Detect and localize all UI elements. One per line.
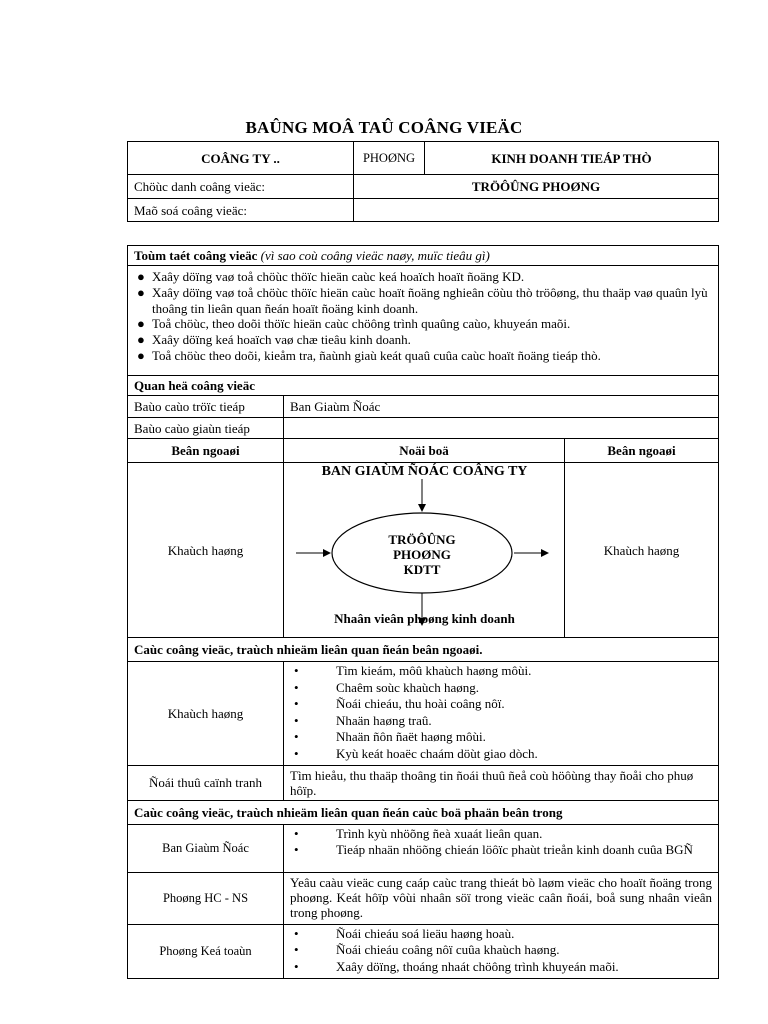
bullet-icon: ● (137, 316, 145, 332)
bullet-icon: • (294, 942, 299, 958)
bullet-icon: • (294, 958, 299, 974)
col-inside: Noäi boä (284, 439, 565, 463)
diagram-top-label: BAN GIAÙM ÑOÁC COÂNG TY (321, 464, 528, 479)
internal-heading: Caùc coâng vieäc, traùch nhieäm lieân quan ñeán caùc boä phaän beân trong (128, 800, 719, 824)
list-item: • Tieáp nhaän nhöõng chieán löôïc phaùt trieån kinh doanh cuûa BGÑ (294, 842, 693, 858)
summary-list (134, 269, 712, 364)
left-party: Khaùch haøng (128, 463, 284, 638)
list-item: ● Xaây döïng vaø toå chöùc thöïc hieän caùc keá hoaïch hoaït ñoäng KD. (137, 269, 525, 284)
list-item: • Ñoái chieáu soá lieäu haøng hoaù. (294, 925, 515, 941)
indirect-report-value (284, 418, 719, 439)
external-heading: Caùc coâng vieäc, traùch nhieäm lieân quan ñeán beân ngoaøi. (128, 638, 719, 662)
external-row-text: Tìm hieåu, thu thaäp thoâng tin ñoái thuû ñeå coù höôùng thay ñoåi cho phuø hôïp. (284, 765, 719, 800)
bullet-icon: • (294, 696, 299, 712)
bullet-icon: ● (137, 269, 145, 284)
department-label: PHOØNG (354, 142, 425, 175)
report-to-value: Ban Giaùm Ñoác (284, 396, 719, 418)
summary-heading (128, 246, 719, 266)
internal-row-label: Ban Giaùm Ñoác (128, 824, 284, 872)
bullet-icon: • (294, 663, 299, 678)
relations-heading: Quan heä coâng vieäc (128, 376, 719, 396)
bullet-icon: ● (137, 332, 145, 348)
job-description-table (127, 245, 719, 979)
job-code-value (354, 199, 719, 222)
page-title: BAÛNG MOÂ TAÛ COÂNG VIEÄC (245, 118, 523, 137)
bullet-icon: ● (137, 347, 145, 363)
external-row-items (284, 662, 719, 766)
internal-accounting-list (290, 926, 712, 976)
bullet-icon: • (294, 925, 299, 941)
job-title-label: Chöùc danh coâng vieäc: (128, 175, 354, 199)
job-title-value: TRÖÔÛNG PHOØNG (354, 175, 719, 199)
right-party: Khaùch haøng (565, 463, 719, 638)
indirect-report-label: Baùo caùo giaùn tieáp (128, 418, 284, 439)
summary-heading-text: Toùm taét coâng vieäc (134, 248, 258, 263)
list-item: • Ñoái chieáu coâng nôï cuûa khaùch haøng. (294, 942, 560, 958)
list-item: ● Toå chöùc, theo doõi thöïc hieän caùc chöông trình quaûng caùo, khuyeán maõi. (137, 316, 571, 332)
bullet-icon: ● (137, 284, 145, 300)
bullet-icon: • (294, 825, 299, 841)
external-row-label: Ñoái thuû caïnh tranh (128, 765, 284, 800)
diagram-bottom-label: Nhaân vieân phoøng kinh doanh (334, 611, 515, 626)
internal-row-items (284, 824, 719, 872)
bullet-icon: • (294, 679, 299, 695)
bullet-icon: • (294, 745, 299, 761)
col-outside-left: Beân ngoaøi (128, 439, 284, 463)
header-table (127, 141, 719, 222)
bullet-icon: • (294, 729, 299, 745)
list-item: • Ñoái chieáu, thu hoài coâng nôï. (294, 696, 505, 712)
internal-row-text: Yeâu caàu vieäc cung caáp caùc trang thieát bò laøm vieäc cho hoaït ñoäng trong phoøng. Keát hôïp vôùi nhaân söï trong vieäc caân ñoái, boå sung nhaân vieân trong phoøng. (284, 872, 719, 924)
list-item: ● Xaây döïng vaø toå chöùc thöïc hieän caùc hoaït ñoäng nghieân cöùu thò tröôøng, thu thaäp vaø quaûn lyù thoâng tin lieân quan ñeán hoaït ñoäng kinh doanh. (137, 284, 708, 316)
list-item: • Trình kyù nhöõng ñeà xuaát lieân quan. (294, 825, 543, 841)
summary-heading-note: (vì sao coù coâng vieäc naøy, muïc tieâu gì) (260, 248, 490, 263)
job-code-label: Maõ soá coâng vieäc: (128, 199, 354, 222)
bullet-icon: • (294, 842, 299, 858)
diagram-center-label: TRÖÔÛNG PHOØNG KDTT (388, 532, 456, 577)
list-item: • Chaêm soùc khaùch haøng. (294, 679, 479, 695)
internal-row-label: Phoøng Keá toaùn (128, 924, 284, 978)
internal-row-items (284, 924, 719, 978)
external-customer-list (290, 663, 712, 763)
external-row-label: Khaùch haøng (128, 662, 284, 766)
list-item: • Tìm kieám, môû khaùch haøng môùi. (294, 663, 532, 678)
company-label: COÂNG TY .. (128, 142, 354, 175)
col-outside-right: Beân ngoaøi (565, 439, 719, 463)
internal-bgd-list (290, 826, 712, 859)
bullet-icon: • (294, 712, 299, 728)
report-to-label: Baùo caùo tröïc tieáp (128, 396, 284, 418)
list-item: ● Toå chöùc theo doõi, kieåm tra, ñaùnh giaù keát quaû cuûa caùc hoaït ñoäng tieáp thò. (137, 347, 601, 363)
internal-row-label: Phoøng HC - NS (128, 872, 284, 924)
list-item: • Nhaän ñôn ñaët haøng môùi. (294, 729, 486, 745)
department-value: KINH DOANH TIEÁP THÒ (425, 142, 719, 175)
summary-list-cell (128, 266, 719, 376)
list-item: • Xaây döïng, thoáng nhaát chöông trình khuyeán maõi. (294, 958, 619, 974)
relations-diagram (284, 463, 565, 638)
list-item: • Kyù keát hoaëc chaám döùt giao dòch. (294, 745, 538, 761)
list-item: ● Xaây döïng keá hoaïch vaø chæ tieâu kinh doanh. (137, 332, 411, 348)
list-item: • Nhaän haøng traû. (294, 712, 432, 728)
